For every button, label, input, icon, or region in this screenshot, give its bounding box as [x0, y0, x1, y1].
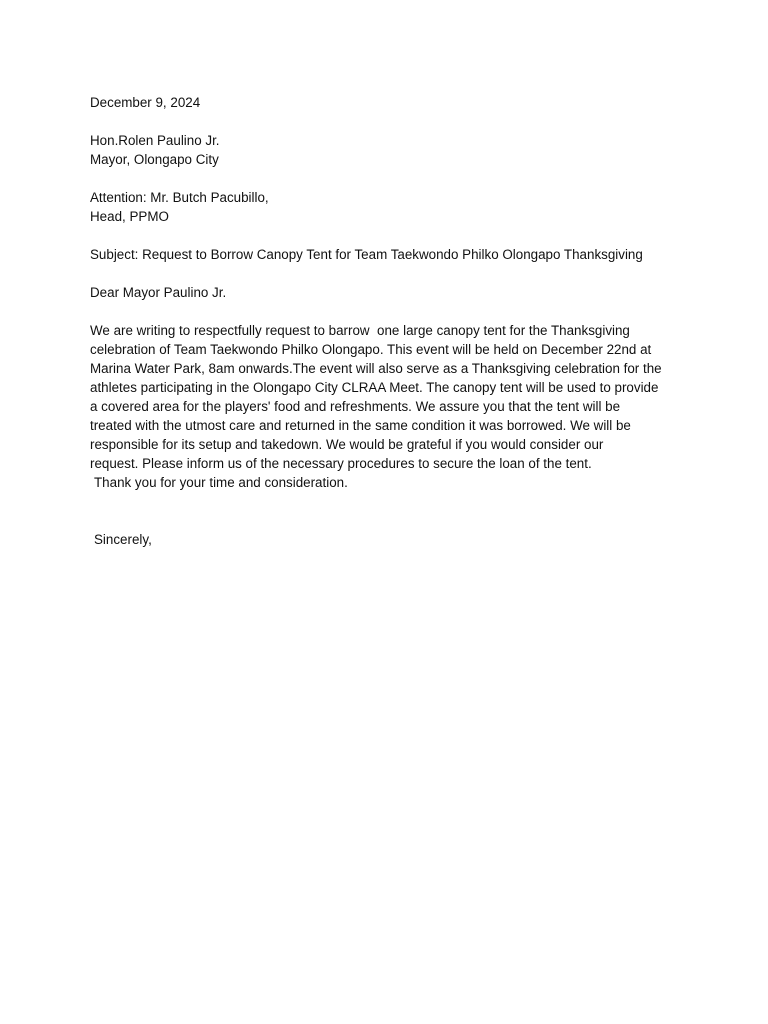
body-line: Marina Water Park, 8am onwards.The event will also serve as a Thanksgiving celebration for the: [90, 361, 662, 376]
salutation: Dear Mayor Paulino Jr.: [90, 285, 227, 300]
closing: Sincerely,: [94, 532, 152, 547]
letter-page: [90, 93, 690, 549]
letter-date: December 9, 2024: [90, 95, 201, 110]
attention-position: Head, PPMO: [90, 209, 169, 224]
recipient-title: Mayor, Olongapo City: [90, 152, 219, 167]
spacer: [90, 511, 690, 530]
spacer: [90, 169, 690, 188]
thanks-line: Thank you for your time and consideration.: [94, 475, 348, 490]
spacer: [90, 264, 690, 283]
body-line: treated with the utmost care and returned in the same condition it was borrowed. We will be: [90, 418, 631, 433]
spacer: [90, 302, 690, 321]
body-line: a covered area for the players' food and refreshments. We assure you that the tent will be: [90, 399, 621, 414]
body-line: athletes participating in the Olongapo City CLRAA Meet. The canopy tent will be used to provide: [90, 380, 659, 395]
spacer: [90, 492, 690, 511]
attention-line: Attention: Mr. Butch Pacubillo,: [90, 190, 269, 205]
spacer: [90, 112, 690, 131]
subject-line: Subject: Request to Borrow Canopy Tent for Team Taekwondo Philko Olongapo Thanksgiving: [90, 247, 643, 262]
body-line: We are writing to respectfully request to barrow one large canopy tent for the Thanksgiving: [90, 323, 630, 338]
body-line: celebration of Team Taekwondo Philko Olongapo. This event will be held on December 22nd at: [90, 342, 652, 357]
spacer: [90, 226, 690, 245]
body-line: responsible for its setup and takedown. We would be grateful if you would consider our: [90, 437, 604, 452]
recipient-name: Hon.Rolen Paulino Jr.: [90, 133, 220, 148]
body-paragraph: [90, 321, 690, 492]
body-line: request. Please inform us of the necessary procedures to secure the loan of the tent.: [90, 456, 592, 471]
